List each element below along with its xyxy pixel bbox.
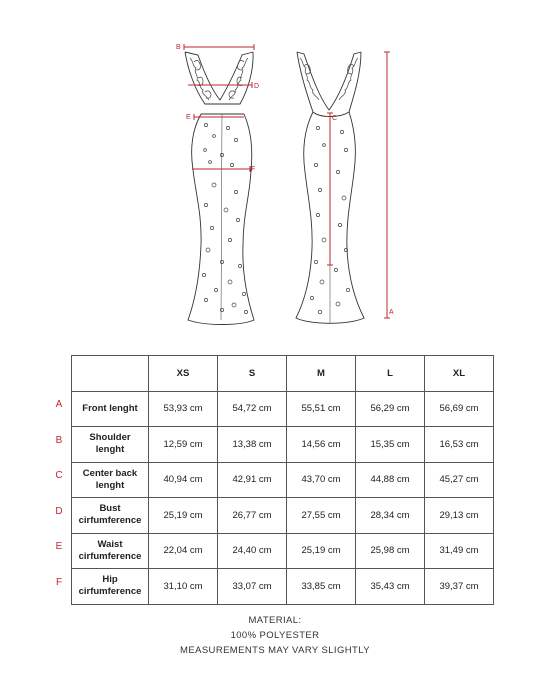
table-cell: 25,98 cm bbox=[356, 533, 425, 569]
size-chart-table bbox=[71, 355, 494, 605]
table-cell: 16,53 cm bbox=[425, 427, 494, 463]
row-label: Waist cirfumference bbox=[72, 533, 149, 569]
table-cell: 28,34 cm bbox=[356, 498, 425, 534]
label-B: B bbox=[176, 44, 181, 51]
table-corner-cell bbox=[72, 356, 149, 392]
lace-pattern-back bbox=[300, 58, 358, 100]
row-label: Center back lenght bbox=[72, 462, 149, 498]
table-cell: 25,19 cm bbox=[287, 533, 356, 569]
table-cell: 45,27 cm bbox=[425, 462, 494, 498]
table-cell: 31,49 cm bbox=[425, 533, 494, 569]
table-cell: 12,59 cm bbox=[149, 427, 218, 463]
measurement-disclaimer: MEASUREMENTS MAY VARY SLIGHTLY bbox=[180, 645, 370, 656]
dress-front-drawing bbox=[185, 52, 254, 325]
table-cell: 35,43 cm bbox=[356, 569, 425, 605]
label-C: C bbox=[332, 115, 338, 122]
col-header-s: S bbox=[218, 356, 287, 392]
table-cell: 27,55 cm bbox=[287, 498, 356, 534]
table-header-row bbox=[72, 356, 494, 392]
table-cell: 56,69 cm bbox=[425, 391, 494, 427]
col-header-xl: XL bbox=[425, 356, 494, 392]
row-letter-c: C bbox=[55, 470, 63, 481]
dress-measurement-diagram bbox=[0, 0, 550, 340]
measure-lines bbox=[184, 44, 390, 318]
label-E: E bbox=[186, 114, 191, 121]
table-cell: 15,35 cm bbox=[356, 427, 425, 463]
table-row bbox=[72, 427, 494, 463]
row-letter-d: D bbox=[55, 506, 63, 517]
table-cell: 24,40 cm bbox=[218, 533, 287, 569]
col-header-m: M bbox=[287, 356, 356, 392]
table-cell: 44,88 cm bbox=[356, 462, 425, 498]
col-header-l: L bbox=[356, 356, 425, 392]
table-cell: 55,51 cm bbox=[287, 391, 356, 427]
label-F: F bbox=[251, 166, 256, 173]
row-letter-b: B bbox=[55, 435, 63, 446]
row-letter-e: E bbox=[55, 541, 63, 552]
table-cell: 22,04 cm bbox=[149, 533, 218, 569]
row-label: Hip cirfumference bbox=[72, 569, 149, 605]
table-cell: 53,93 cm bbox=[149, 391, 218, 427]
col-header-xs: XS bbox=[149, 356, 218, 392]
table-cell: 40,94 cm bbox=[149, 462, 218, 498]
table-cell: 13,38 cm bbox=[218, 427, 287, 463]
row-label: Bust cirfumference bbox=[72, 498, 149, 534]
row-letter-a: A bbox=[55, 399, 63, 410]
table-cell: 31,10 cm bbox=[149, 569, 218, 605]
material-heading: MATERIAL: bbox=[248, 615, 302, 626]
row-label: Shoulder lenght bbox=[72, 427, 149, 463]
sequin-dots-front bbox=[202, 123, 247, 313]
table-row bbox=[72, 462, 494, 498]
table-cell: 29,13 cm bbox=[425, 498, 494, 534]
table-cell: 14,56 cm bbox=[287, 427, 356, 463]
table-cell: 42,91 cm bbox=[218, 462, 287, 498]
table-cell: 43,70 cm bbox=[287, 462, 356, 498]
table-row bbox=[72, 569, 494, 605]
label-D: D bbox=[254, 83, 260, 90]
table-cell: 54,72 cm bbox=[218, 391, 287, 427]
table-cell: 26,77 cm bbox=[218, 498, 287, 534]
table-row bbox=[72, 533, 494, 569]
table-cell: 25,19 cm bbox=[149, 498, 218, 534]
table-cell: 33,85 cm bbox=[287, 569, 356, 605]
row-letter-f: F bbox=[55, 577, 63, 588]
table-row bbox=[72, 391, 494, 427]
row-label: Front lenght bbox=[72, 391, 149, 427]
footer-notes bbox=[0, 613, 550, 658]
table-cell: 39,37 cm bbox=[425, 569, 494, 605]
table-cell: 56,29 cm bbox=[356, 391, 425, 427]
table-row bbox=[72, 498, 494, 534]
table-cell: 33,07 cm bbox=[218, 569, 287, 605]
label-A: A bbox=[389, 309, 394, 316]
material-value: 100% POLYESTER bbox=[230, 630, 320, 641]
